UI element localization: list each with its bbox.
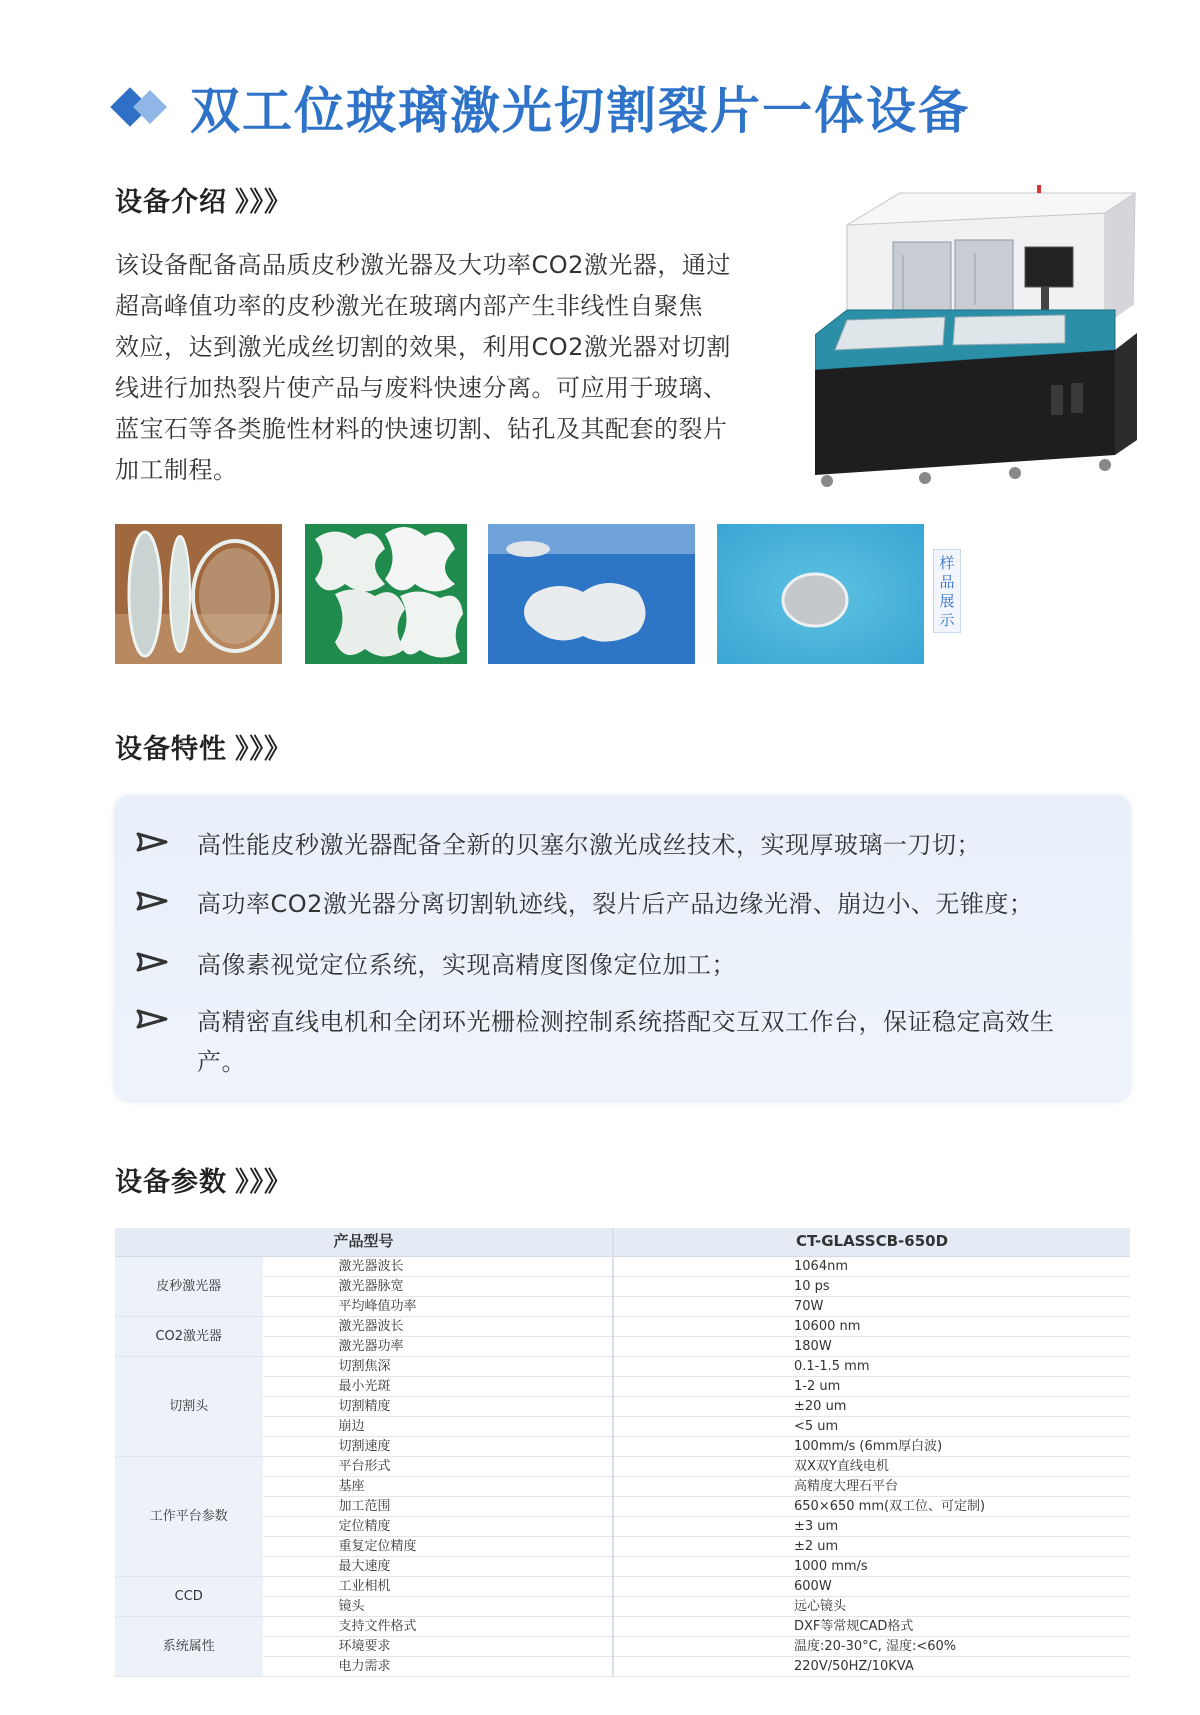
- feature-item: 高性能皮秒激光器配备全新的贝塞尔激光成丝技术，实现厚玻璃一刀切；: [135, 825, 1105, 865]
- diamond-logo-icon: [112, 87, 174, 127]
- bullet-arrow-icon: [135, 890, 169, 912]
- section-heading-intro: 设备介绍 》》》: [115, 187, 292, 218]
- intro-line: 加工制程。: [115, 456, 238, 484]
- intro-line: 超高峰值功率的皮秒激光在玻璃内部产生非线性自聚焦: [115, 292, 703, 320]
- sample-photo-plate: [488, 524, 695, 664]
- table-row: 镜头 远心镜头: [115, 1596, 1130, 1616]
- category-cell: CCD: [115, 1576, 263, 1616]
- header-model-value: CT-GLASSCB-650D: [613, 1228, 1130, 1256]
- features-panel: [115, 795, 1130, 1100]
- page-title: 双工位玻璃激光切割裂片一体设备: [190, 82, 970, 140]
- table-row: 崩边 <5 um: [115, 1416, 1130, 1436]
- table-row: 重复定位精度 ±2 um: [115, 1536, 1130, 1556]
- sample-display-tag: 样 品 展 示: [933, 549, 961, 633]
- feature-item: 高精密直线电机和全闭环光栅检测控制系统搭配交互双工作台，保证稳定高效生 产。: [135, 1002, 1105, 1082]
- sample-photo-disc: [717, 524, 924, 664]
- feature-item: 高功率CO2激光器分离切割轨迹线，裂片后产品边缘光滑、崩边小、无锥度；: [135, 884, 1105, 924]
- table-row: 系统属性 支持文件格式 DXF等常规CAD格式: [115, 1616, 1130, 1636]
- table-row: 切割头 切割焦深 0.1-1.5 mm: [115, 1356, 1130, 1376]
- spec-table: [115, 1228, 1130, 1677]
- title-row: [112, 72, 970, 142]
- sample-photo-lenses: [115, 524, 282, 664]
- category-cell: 系统属性: [115, 1616, 263, 1676]
- table-header-row: [115, 1228, 1130, 1256]
- intro-line: 该设备配备高品质皮秒激光器及大功率CO2激光器，通过: [115, 251, 731, 279]
- table-row: 激光器功率 180W: [115, 1336, 1130, 1356]
- table-row: CCD 工业相机 600W: [115, 1576, 1130, 1596]
- table-row: 加工范围 650×650 mm(双工位、可定制): [115, 1496, 1130, 1516]
- machine-photo: [815, 185, 1140, 495]
- section-heading-params: 设备参数 》》》: [115, 1167, 292, 1198]
- table-row: 切割精度 ±20 um: [115, 1396, 1130, 1416]
- table-row: 定位精度 ±3 um: [115, 1516, 1130, 1536]
- table-row: 激光器脉宽 10 ps: [115, 1276, 1130, 1296]
- table-row: 平均峰值功率 70W: [115, 1296, 1130, 1316]
- table-row: 环境要求 温度:20-30°C, 湿度:<60%: [115, 1636, 1130, 1656]
- intro-line: 效应，达到激光成丝切割的效果，利用CO2激光器对切割: [115, 333, 731, 361]
- bullet-arrow-icon: [135, 1008, 169, 1030]
- table-row: 电力需求 220V/50HZ/10KVA: [115, 1656, 1130, 1676]
- sample-photo-shapes: [305, 524, 467, 664]
- bullet-arrow-icon: [135, 831, 169, 853]
- intro-paragraph: [115, 245, 755, 491]
- table-row: 基座 高精度大理石平台: [115, 1476, 1130, 1496]
- feature-item: 高像素视觉定位系统，实现高精度图像定位加工；: [135, 945, 1105, 985]
- table-row: 最大速度 1000 mm/s: [115, 1556, 1130, 1576]
- table-row: 切割速度 100mm/s (6mm厚白波): [115, 1436, 1130, 1456]
- section-heading-features: 设备特性 》》》: [115, 734, 292, 765]
- category-cell: 工作平台参数: [115, 1456, 263, 1576]
- bullet-arrow-icon: [135, 951, 169, 973]
- table-row: 皮秒激光器 激光器波长 1064nm: [115, 1256, 1130, 1276]
- header-model-label: 产品型号: [115, 1228, 613, 1256]
- category-cell: 切割头: [115, 1356, 263, 1456]
- table-row: 工作平台参数 平台形式 双X双Y直线电机: [115, 1456, 1130, 1476]
- category-cell: CO2激光器: [115, 1316, 263, 1356]
- category-cell: 皮秒激光器: [115, 1256, 263, 1316]
- intro-line: 线进行加热裂片使产品与废料快速分离。可应用于玻璃、: [115, 374, 728, 402]
- table-row: CO2激光器 激光器波长 10600 nm: [115, 1316, 1130, 1336]
- table-row: 最小光斑 1-2 um: [115, 1376, 1130, 1396]
- intro-line: 蓝宝石等各类脆性材料的快速切割、钻孔及其配套的裂片: [115, 415, 728, 443]
